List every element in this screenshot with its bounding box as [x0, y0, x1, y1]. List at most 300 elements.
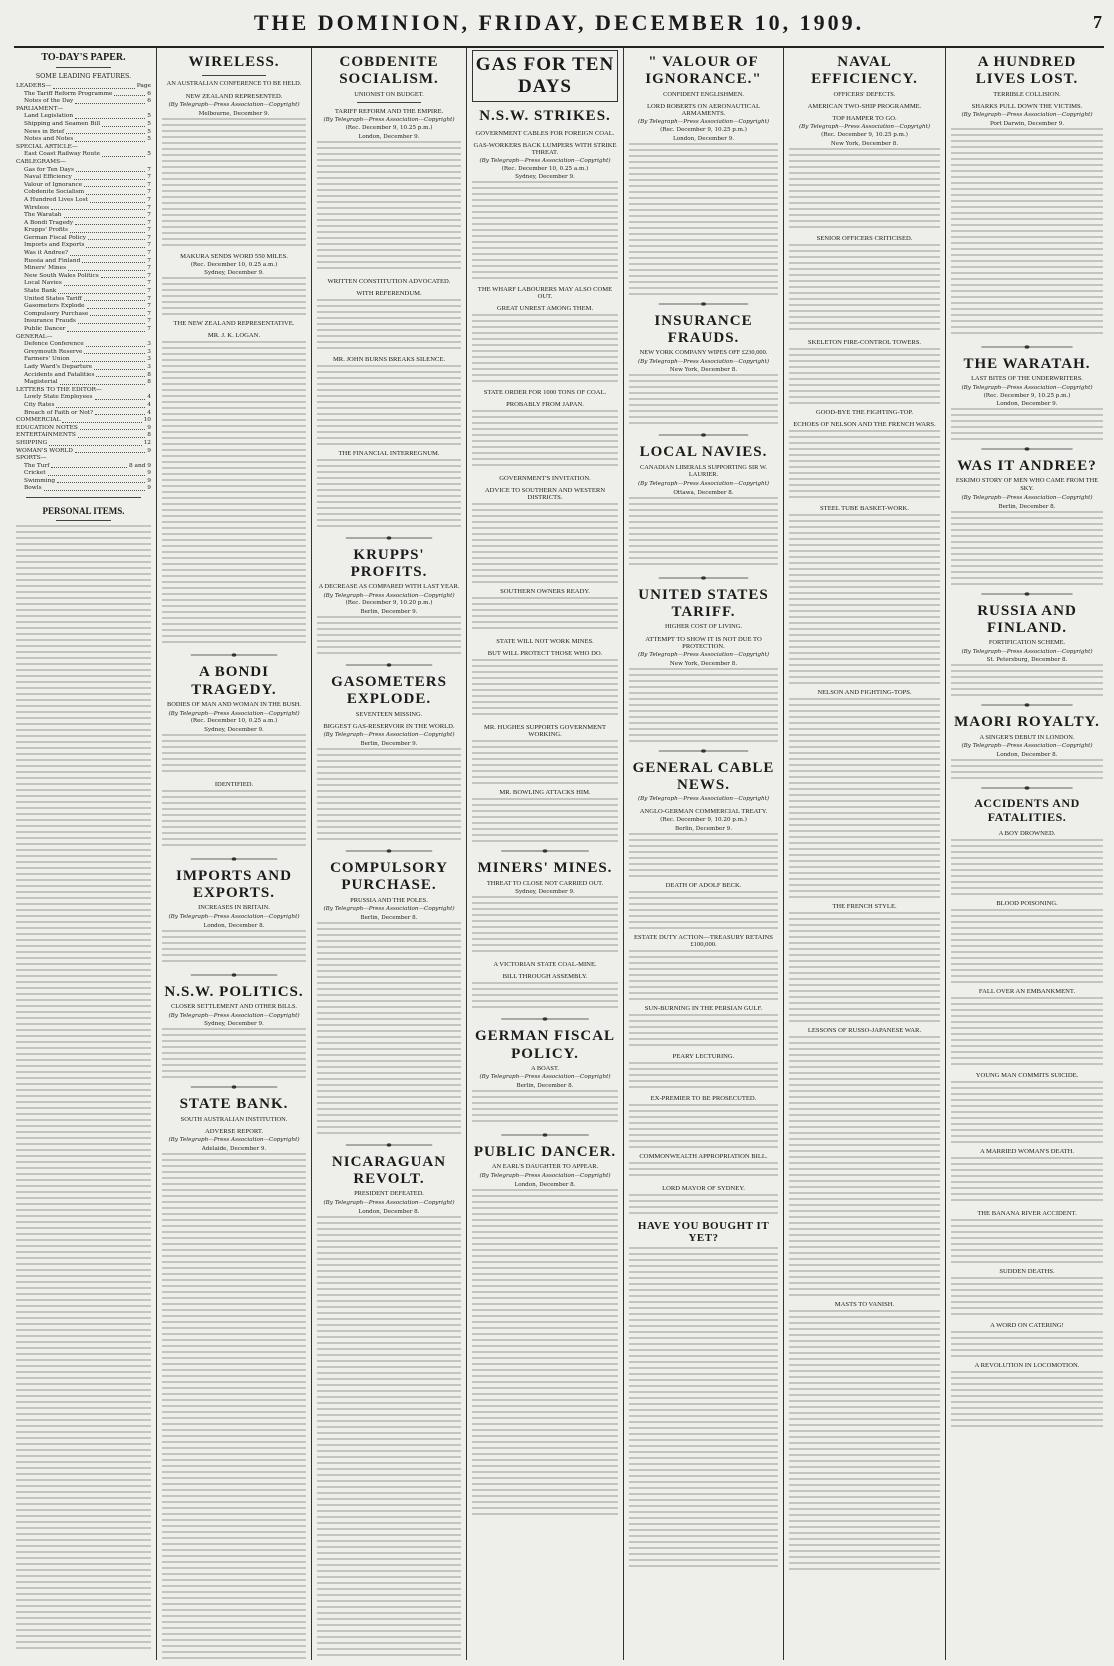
article-body [951, 1219, 1103, 1263]
toc-label: LEADERS— [16, 83, 52, 89]
toc-label: A Hundred Lives Lost [24, 196, 88, 203]
article-body [162, 790, 306, 850]
article-body [472, 798, 618, 842]
article-gasometers-explode [317, 674, 461, 842]
subhead: AMERICAN TWO-SHIP PROGRAMME. [807, 103, 922, 111]
subheadline: CLOSER SETTLEMENT AND OTHER BILLS. [170, 1003, 298, 1011]
column-rule [466, 48, 467, 1660]
dateline: Sydney, December 9. [204, 726, 264, 733]
column-rule [311, 48, 312, 1660]
received-date: (Rec. December 9, 10.25 p.m.) [660, 126, 747, 133]
toc-page: 7 [147, 234, 151, 241]
headline: COBDENITE SOCIALISM. [339, 54, 439, 88]
headline: UNITED STATES TARIFF. [638, 586, 769, 621]
byline: (By Telegraph—Press Association—Copyright) [637, 358, 770, 365]
article-body [162, 1153, 306, 1660]
article-body [162, 1028, 306, 1078]
toc-leader [49, 438, 141, 446]
article-body [629, 1062, 778, 1090]
toc-page: 8 [147, 379, 151, 386]
toc-title: TO-DAY'S PAPER. [41, 52, 126, 63]
subhead: GAS-WORKERS BACK LUMPERS WITH STRIKE THREAT. [473, 141, 617, 156]
article-imports-exports [162, 868, 306, 966]
article-body [317, 748, 461, 842]
toc-label: ENTERTAINMENTS [16, 432, 76, 439]
toc-leader [51, 461, 127, 469]
toc-leader [75, 134, 145, 142]
toc-leader [90, 309, 145, 317]
toc-leader [75, 96, 145, 104]
toc-label: Imports and Exports [24, 242, 85, 249]
headline: KRUPPS' PROFITS. [350, 546, 428, 580]
article-body [951, 1081, 1103, 1143]
subhead: EX-PREMIER TO BE PROSECUTED. [650, 1094, 757, 1102]
article-body [789, 430, 940, 500]
subhead: MR. BOWLING ATTACKS HIM. [499, 789, 591, 797]
subhead: WITH REFERENDUM. [356, 289, 422, 297]
toc-page: Page [136, 83, 151, 89]
article-body [789, 1036, 940, 1296]
byline: (By Telegraph—Press Association—Copyright) [168, 101, 300, 108]
toc-page: 9 [147, 470, 151, 477]
subhead: SUN-BURNING IN THE PERSIAN GULF. [644, 1004, 763, 1012]
subhead: GOOD-BYE THE FIGHTING-TOP. [815, 408, 913, 416]
toc-leader [51, 203, 145, 211]
toc-label: WOMAN'S WORLD [16, 447, 73, 454]
toc-label: EDUCATION NOTES [16, 424, 78, 431]
toc-page: 7 [147, 242, 151, 249]
subheadline: NEW YORK COMPANY WIPES OFF £230,000. [639, 349, 768, 357]
ornament-divider [317, 535, 461, 541]
byline: (By Telegraph—Press Association—Copyright) [637, 796, 770, 803]
article-body [629, 1194, 778, 1214]
divider [56, 67, 111, 68]
subhead: GOVERNMENT'S INVITATION. [499, 475, 591, 483]
toc-leader [90, 195, 145, 203]
toc-page: 6 [147, 90, 151, 97]
toc-page: 5 [147, 113, 151, 120]
toc-label: The Tariff Reform Programme [24, 90, 113, 97]
toc-leader [74, 172, 145, 180]
dateline: Adelaide, December 9. [201, 1146, 267, 1153]
subheadline: A DECREASE AS COMPARED WITH LAST YEAR. [318, 583, 460, 591]
column-rule [783, 48, 784, 1660]
article-was-it-andree [951, 458, 1103, 584]
headline: ACCIDENTS AND FATALITIES. [974, 796, 1080, 824]
toc-label: Wireless [24, 204, 50, 211]
toc-page: 8 [147, 371, 151, 378]
toc-row [16, 151, 151, 159]
headline: WIRELESS. [188, 54, 280, 70]
dateline: Berlin, December 8. [360, 914, 418, 921]
toc-label: SPORTS— [16, 455, 47, 462]
article-state-bank [162, 1096, 306, 1660]
headline: GERMAN FISCAL POLICY. [474, 1028, 616, 1062]
toc-page: 3 [147, 363, 151, 370]
byline: (By Telegraph—Press Association—Copyright) [637, 652, 770, 658]
article-body [472, 1090, 618, 1126]
subheadline: PRESIDENT DEFEATED. [354, 1190, 424, 1198]
article-accidents-and-fatalities [951, 797, 1103, 1431]
column-rule [156, 48, 157, 1660]
article-body [951, 664, 1103, 696]
toc-leader [68, 263, 145, 271]
article-body [629, 497, 778, 569]
toc-page: 7 [147, 166, 151, 173]
byline: (By Telegraph—Press Association—Copyright) [961, 384, 1093, 391]
article-nsw-politics [162, 984, 306, 1079]
subheadline: OFFICERS' DEFECTS. [833, 90, 896, 98]
byline: (By Telegraph—Press Association—Copyright) [168, 914, 300, 921]
page-number: 7 [1093, 12, 1102, 32]
toc-row [16, 379, 151, 387]
article-body [629, 1014, 778, 1048]
toc-leader [76, 165, 145, 173]
byline: (By Telegraph—Press Association—Copyright) [479, 1173, 611, 1180]
ornament-divider [472, 1016, 618, 1022]
byline: (By Telegraph—Press Association—Copyright) [168, 1137, 300, 1144]
subhead: LORD ROBERTS ON AERONAUTICAL ARMAMENTS. [647, 103, 760, 118]
article-body [789, 348, 940, 404]
article-wireless [162, 54, 306, 646]
toc-label: Defence Conference [24, 341, 84, 348]
subhead: STATE ORDER FOR 1000 TONS OF COAL. [483, 389, 607, 397]
article-body [472, 181, 618, 281]
dateline: London, December 9. [672, 135, 734, 142]
subhead: PEARY LECTURING. [672, 1052, 735, 1060]
subhead: A MARRIED WOMAN'S DEATH. [979, 1147, 1075, 1155]
dateline: New York, December 8. [669, 367, 738, 374]
ornament-divider [629, 432, 778, 438]
subhead: NELSON AND FIGHTING-TOPS. [817, 688, 912, 696]
toc-leader [62, 415, 141, 423]
article-body [317, 922, 461, 1136]
toc-page: 7 [147, 204, 151, 211]
byline: (By Telegraph—Press Association—Copyright) [479, 157, 611, 164]
toc-label: Notes of the Day [24, 98, 74, 105]
headline: LOCAL NAVIES. [639, 444, 768, 461]
subhead: MAKURA SENDS WORD 550 MILES. [180, 252, 288, 260]
subhead: A REVOLUTION IN LOCOMOTION. [974, 1361, 1080, 1369]
toc-label: Lady Ward's Departure [24, 363, 93, 370]
ornament-divider [629, 575, 778, 581]
subhead: GREAT UNREST AMONG THEM. [496, 305, 594, 313]
subhead: WRITTEN CONSTITUTION ADVOCATED. [327, 277, 451, 285]
subheadline: AN EARL'S DAUGHTER TO APPEAR. [491, 1163, 599, 1171]
ornament-divider [629, 301, 778, 307]
article-general-cable-news [629, 760, 778, 1567]
subhead: BLOOD POISONING. [996, 899, 1058, 907]
toc-label: Was it Andree? [24, 250, 69, 257]
article-united-states-tariff [629, 587, 778, 742]
subhead: A WORD ON CATERING! [990, 1321, 1064, 1329]
toc-leader [58, 286, 145, 294]
toc-leader [95, 408, 145, 416]
subheadline: THREAT TO CLOSE NOT CARRIED OUT. [486, 879, 604, 887]
toc-row [16, 98, 151, 106]
article-body [472, 896, 618, 956]
article-body [951, 511, 1103, 585]
ornament-divider [472, 1132, 618, 1138]
toc-label: Gas for Ten Days [24, 166, 74, 173]
article-body [472, 597, 618, 633]
toc-leader [102, 119, 145, 127]
subheadline: CONFIDENT ENGLISHMEN. [663, 90, 744, 98]
ornament-divider [162, 1084, 306, 1090]
toc-leader [102, 149, 145, 157]
article-body [951, 759, 1103, 779]
article-body [629, 950, 778, 1000]
article-body [951, 1331, 1103, 1357]
byline: (By Telegraph—Press Association—Copyright) [961, 648, 1093, 655]
subhead: TARIFF REFORM AND THE EMPIRE. [334, 108, 444, 116]
toc-label: Gasometers Explode [24, 303, 85, 310]
article-body [629, 143, 778, 295]
subhead: COMMONWEALTH APPROPRIATION BILL. [639, 1152, 768, 1160]
article-body [789, 514, 940, 684]
dateline: London, December 8. [514, 1181, 576, 1188]
toc-page: 7 [147, 212, 151, 219]
toc-label: Valour of Ignorance [24, 181, 83, 188]
article-body [789, 244, 940, 334]
toc-page: 7 [147, 303, 151, 310]
ornament-divider [951, 785, 1103, 791]
toc-leader [75, 218, 145, 226]
subhead: IDENTIFIED. [214, 780, 254, 788]
article-body [629, 1162, 778, 1180]
article-body [317, 299, 461, 351]
article-body [951, 909, 1103, 983]
byline: (By Telegraph—Press Association—Copyright) [323, 592, 455, 599]
toc-label: The Waratah [24, 212, 62, 219]
column-2 [158, 48, 310, 1660]
column-1 [12, 48, 155, 1660]
subhead: ADVICE TO SOUTHERN AND WESTERN DISTRICTS. [484, 487, 606, 502]
dateline: Port Darwin, December 9. [989, 120, 1065, 127]
column-3 [313, 48, 465, 1660]
headline: NAVAL EFFICIENCY. [811, 54, 918, 88]
headline: GASOMETERS EXPLODE. [331, 674, 447, 708]
article-body [629, 668, 778, 742]
headline: RUSSIA AND FINLAND. [977, 602, 1077, 636]
article-body [629, 891, 778, 929]
byline: (By Telegraph—Press Association—Copyright) [961, 743, 1093, 750]
column-6 [785, 48, 944, 1660]
article-body [317, 141, 461, 273]
byline: (By Telegraph—Press Association—Copyright) [637, 119, 770, 126]
toc-row [16, 485, 151, 493]
headline: A HUNDRED LIVES LOST. [975, 54, 1079, 88]
article-body [789, 148, 940, 230]
toc-page: 5 [147, 136, 151, 143]
dateline: Berlin, December 9. [360, 609, 418, 616]
subhead: GOVERNMENT CABLES FOR FOREIGN COAL. [475, 129, 615, 137]
toc-leader [86, 240, 145, 248]
dateline: Berlin, December 9. [674, 825, 733, 832]
toc-label: City Rates [24, 401, 55, 408]
subhead: SKELETON FIRE-CONTROL TOWERS. [807, 338, 922, 346]
ornament-divider [472, 848, 618, 854]
subheadline: A BOAST. [531, 1064, 559, 1072]
toc-leader [82, 256, 145, 264]
toc-leader [70, 225, 145, 233]
article-body [162, 118, 306, 248]
subhead: LESSONS OF RUSSO-JAPANESE WAR. [807, 1026, 922, 1034]
toc-leader [53, 81, 134, 89]
toc-page: 9 [147, 485, 151, 492]
article-bondi-tragedy [162, 664, 306, 850]
byline: (By Telegraph—Press Association—Copyright) [637, 481, 770, 488]
subhead: DEATH OF ADOLF BECK. [665, 881, 742, 889]
subhead: TOP HAMPER TO GO. [832, 115, 897, 123]
headline: WAS IT ANDREE? [957, 458, 1097, 475]
headline: GENERAL CABLE NEWS. [632, 759, 775, 793]
toc-leader [114, 89, 145, 97]
subhead: STATE WILL NOT WORK MINES. [496, 638, 594, 646]
toc-label: Bowls [24, 485, 42, 492]
toc-page: 7 [147, 295, 151, 302]
toc-label: Land Legislation [24, 113, 74, 120]
article-body [951, 1277, 1103, 1317]
toc-label: News in Brief [24, 128, 65, 135]
article-body [951, 1371, 1103, 1431]
received-date: (Rec. December 9, 10.20 p.m.) [660, 816, 747, 823]
toc-leader [57, 476, 145, 484]
subheadline: N.S.W. STRIKES. [479, 107, 611, 124]
article-miners-mines [472, 860, 618, 1010]
article-body [629, 833, 778, 877]
toc-leader [86, 339, 146, 347]
toc-page: 7 [147, 272, 151, 279]
subheadline: LAST BITES OF THE UNDERWRITERS. [971, 375, 1083, 383]
subheadline: TERRIBLE COLLISION. [993, 90, 1061, 98]
subheadline: FORTIFICATION SCHEME. [988, 639, 1066, 647]
ornament-divider [162, 972, 306, 978]
toc-page: 7 [147, 288, 151, 295]
toc-label: Naval Efficiency [24, 174, 72, 181]
subhead: SUDDEN DEATHS. [999, 1267, 1055, 1275]
toc-page: 7 [147, 310, 151, 317]
dateline: Sydney, December 9. [515, 174, 575, 181]
toc-label: Krupps' Profits [24, 227, 69, 234]
toc-list [16, 83, 151, 493]
article-insurance-frauds [629, 313, 778, 427]
headline: INSURANCE FRAUDS. [654, 312, 753, 346]
subhead: ESTATE DUTY ACTION—TREASURY RETAINS £100,000. [634, 933, 773, 948]
toc-leader [67, 324, 145, 332]
subhead: STEEL TUBE BASKET-WORK. [820, 504, 909, 512]
subheadline: CANADIAN LIBERALS SUPPORTING SIR W. LAURIER. [640, 463, 767, 479]
toc-page: 6 [147, 98, 151, 105]
ornament-divider [629, 748, 778, 754]
article-body [472, 740, 618, 784]
toc-leader [78, 316, 145, 324]
toc-page: 4 [147, 409, 151, 416]
subhead: ATTEMPT TO SHOW IT IS NOT DUE TO PROTECTION. [645, 636, 762, 650]
article-the-waratah [951, 356, 1103, 440]
subhead: FALL OVER AN EMBANKMENT. [978, 987, 1076, 995]
byline: (By Telegraph—Press Association—Copyright) [323, 117, 455, 124]
toc-page: 7 [147, 318, 151, 325]
dateline: London, December 9. [996, 401, 1058, 408]
toc-page: 9 [147, 424, 151, 431]
subheadline: SEVENTEEN MISSING. [355, 710, 423, 718]
subhead: THE BANANA RIVER ACCIDENT. [977, 1209, 1077, 1217]
headline: N.S.W. POLITICS. [164, 983, 304, 1000]
byline: (By Telegraph—Press Association—Copyright) [168, 1012, 300, 1019]
subhead: A VICTORIAN STATE COAL-MINE. [493, 961, 597, 969]
toc-leader [56, 400, 145, 408]
subhead: LORD MAYOR OF SYDNEY. [662, 1184, 745, 1192]
toc-page: 9 [147, 447, 151, 454]
toc-leader [88, 233, 145, 241]
article-cobdenite-socialism [317, 54, 461, 529]
toc-label: LETTERS TO THE EDITOR— [16, 386, 102, 393]
toc-label: Compulsory Purchase [24, 310, 89, 317]
dateline: New York, December 8. [830, 140, 899, 147]
article-krupps-profits [317, 547, 461, 657]
toc-page: 10 [143, 417, 151, 424]
dateline: Sydney, December 9. [204, 1021, 264, 1028]
toc-label: PARLIAMENT— [16, 105, 64, 112]
toc-page: 7 [147, 189, 151, 196]
dateline: New York, December 8. [669, 660, 738, 667]
toc-page: 7 [147, 196, 151, 203]
toc-page: 12 [143, 439, 151, 446]
article-body [629, 1247, 778, 1567]
subhead: YOUNG MAN COMMITS SUICIDE. [975, 1071, 1079, 1079]
subhead: SOUTHERN OWNERS READY. [500, 588, 590, 596]
byline: (By Telegraph—Press Association—Copyright) [798, 124, 931, 131]
article-compulsory-purchase [317, 860, 461, 1136]
headline: MINERS' MINES. [477, 860, 613, 877]
toc-leader [78, 430, 145, 438]
byline: (By Telegraph—Press Association—Copyright) [323, 906, 455, 913]
article-body [162, 277, 306, 315]
toc-row [16, 448, 151, 456]
received-date: (Rec. December 9, 10.25 p.m.) [983, 392, 1071, 399]
headline: MAORI ROYALTY. [954, 714, 1100, 731]
toc-leader [96, 370, 145, 378]
toc-page: 4 [147, 394, 151, 401]
byline: (By Telegraph—Press Association—Copyright) [479, 1074, 611, 1081]
toc-leader [80, 423, 146, 431]
dateline: St. Petersburg, December 8. [986, 657, 1068, 664]
toc-page: 3 [147, 356, 151, 363]
toc-label: Cobdenite Socialism [24, 189, 85, 196]
toc-label: GENERAL— [16, 333, 53, 340]
subheadline: BODIES OF MAN AND WOMAN IN THE BUSH. [167, 700, 301, 708]
toc-page: 3 [147, 341, 151, 348]
headline: IMPORTS AND EXPORTS. [176, 867, 292, 902]
article-valour-of-ignorance [629, 54, 778, 295]
toc-leader [84, 347, 145, 355]
toc-label: Shipping and Seamen Bill [24, 120, 101, 127]
dateline: London, December 8. [358, 1208, 420, 1215]
subheadline: A SINGER'S DEBUT IN LONDON. [979, 733, 1075, 741]
toc-page: 7 [147, 257, 151, 264]
divider [202, 75, 266, 76]
toc-leader [75, 111, 145, 119]
toc-page: 7 [147, 280, 151, 287]
subhead: BIGGEST GAS-RESERVOIR IN THE WORLD. [323, 723, 455, 731]
subhead: THE FINANCIAL INTERREGNUM. [338, 449, 440, 457]
dateline: Sydney, December 9. [515, 889, 575, 896]
toc-label: CABLEGRAMS— [16, 158, 66, 165]
toc-leader [44, 483, 146, 491]
toc-leader [48, 468, 146, 476]
ornament-divider [162, 652, 306, 658]
